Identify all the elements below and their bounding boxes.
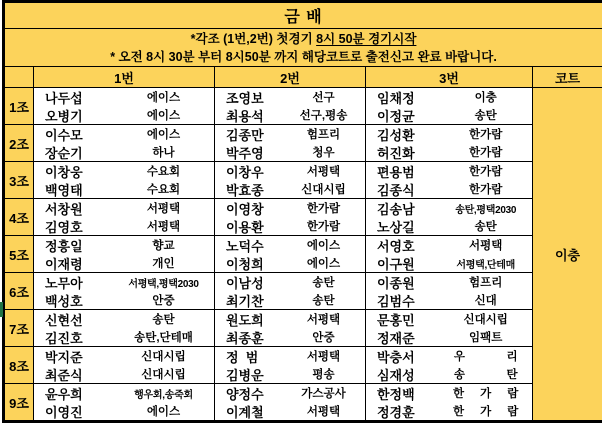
group-row [4,273,602,310]
group-row [4,199,602,236]
player-name: 박충서 [366,347,443,366]
note1-underlined: 8시 50분 경기시작 [316,32,416,46]
group-row [4,347,602,384]
player-row [366,402,532,420]
group-label-cell[interactable] [4,125,34,162]
header-row [4,67,602,88]
player-name: 최준식 [34,365,117,384]
player-name: 김송남 [366,199,443,218]
player-name: 윤우희 [34,384,117,403]
player-row [34,125,214,143]
player-row [366,143,532,161]
group-no2-cell[interactable] [215,88,366,125]
group-label: 1조 [9,100,29,115]
player-club: 에이스 [117,403,214,419]
player-row [215,328,365,346]
player-name: 김병운 [215,365,286,384]
player-name: 이정균 [366,106,443,125]
player-row [366,180,532,198]
player-row [366,310,532,328]
player-club: 한가람 [443,163,532,179]
player-name: 이영창 [215,199,286,218]
player-row [366,384,532,402]
player-club: 가스공사 [286,385,365,401]
player-name: 노무아 [34,273,117,292]
player-row [215,254,365,272]
group-no3-cell[interactable] [366,162,533,199]
player-club: 송탄 [117,311,214,327]
player-club: 한가람 [443,126,532,142]
player-row [34,273,214,291]
player-name: 정흥일 [34,236,117,255]
player-name: 최용석 [215,106,286,125]
player-club: 에이스 [117,126,214,142]
player-club: 서평택 [286,311,365,327]
note2-text: * 오전 8시 30분 부터 8시50분 까지 해당코트로 출전신고 완료 바랍니다. [110,50,497,64]
player-row [366,291,532,309]
group-label: 5조 [9,248,29,263]
group-label: 6조 [9,285,29,300]
player-row [215,365,365,383]
group-label: 3조 [9,174,29,189]
player-name: 이계철 [215,402,286,421]
player-row [215,180,365,198]
player-row [215,291,365,309]
player-name: 허진화 [366,143,443,162]
player-name: 김성환 [366,125,443,144]
player-name: 이재령 [34,254,117,273]
player-name: 정 범 [215,347,286,366]
group-no1-cell[interactable] [34,88,215,125]
player-row [366,236,532,254]
player-name: 임채정 [366,88,443,107]
group-no1-cell[interactable] [34,236,215,273]
player-row [366,347,532,365]
player-name: 백영태 [34,180,117,199]
player-row [215,162,365,180]
group-no2-cell[interactable] [215,273,366,310]
player-club: 서평택 [286,163,365,179]
header-group [4,67,34,88]
player-row [215,88,365,106]
group-label-cell[interactable] [4,162,34,199]
player-name: 김영호 [34,217,117,236]
group-no1-cell[interactable] [34,125,215,162]
player-row [366,162,532,180]
player-club: 선구 [286,89,365,105]
player-row [34,180,214,198]
player-name: 원도희 [215,310,286,329]
player-club: 안중 [117,292,214,308]
player-club: 서평택 [117,218,214,234]
group-no2-cell[interactable] [215,236,366,273]
player-club: 에이스 [286,237,365,253]
group-no3-cell[interactable] [366,347,533,384]
player-name: 신현선 [34,310,117,329]
player-row [34,106,214,124]
player-club: 에이스 [117,107,214,123]
player-name: 김진호 [34,328,117,347]
group-no2-cell[interactable] [215,125,366,162]
player-row [34,291,214,309]
player-name: 이종원 [366,273,443,292]
player-club: 송탄 [443,107,532,123]
page-title [4,2,602,29]
player-name: 서영호 [366,236,443,255]
player-club: 한가람 [286,200,365,216]
header-no1: 1번 [34,67,215,88]
player-club: 한가람 [286,218,365,234]
group-label: 8조 [9,359,29,374]
player-club: 평송 [286,366,365,382]
player-row [366,328,532,346]
player-club: 서평택 [117,200,214,216]
group-row [4,310,602,347]
group-label-cell[interactable] [4,199,34,236]
player-name: 노덕수 [215,236,286,255]
group-no3-cell[interactable] [366,236,533,273]
court-cell[interactable] [533,88,602,422]
group-no2-cell[interactable] [215,347,366,384]
group-no3-cell[interactable] [366,88,533,125]
tournament-table [2,0,602,423]
player-name: 최기찬 [215,291,286,310]
player-club: 송탄 [286,292,365,308]
player-club: 송탄 [443,218,532,234]
player-name: 이수모 [34,125,117,144]
player-club: 서평택,평택2030 [117,275,214,290]
player-club: 개인 [117,255,214,271]
player-name: 양정수 [215,384,286,403]
player-row [34,384,214,402]
group-label: 4조 [9,211,29,226]
header-no2: 2번 [215,67,366,88]
player-name: 백성호 [34,291,117,310]
player-name: 한정백 [366,384,443,403]
player-club: 한가람 [443,144,532,160]
player-row [215,402,365,420]
player-row [34,236,214,254]
player-row [366,217,532,235]
player-row [215,384,365,402]
player-club: 에이스 [117,89,214,105]
player-row [34,199,214,217]
group-no2-cell[interactable] [215,199,366,236]
player-name: 김종만 [215,125,286,144]
player-name: 이구원 [366,254,443,273]
player-row [366,273,532,291]
player-club: 신대시립 [117,348,214,364]
player-row [34,365,214,383]
player-name: 이청희 [215,254,286,273]
header-no3: 3번 [366,67,533,88]
player-row [34,217,214,235]
player-name: 편용범 [366,162,443,181]
player-row [366,106,532,124]
player-name: 나두섭 [34,88,117,107]
player-row [34,254,214,272]
player-club: 신대 [443,292,532,308]
player-row [215,217,365,235]
player-club: 우 리 [443,348,532,364]
player-row [215,273,365,291]
group-label-cell[interactable] [4,88,34,125]
player-name: 박효종 [215,180,286,199]
player-club: 이충 [443,89,532,105]
group-label: 2조 [9,137,29,152]
player-row [366,199,532,217]
player-row [366,365,532,383]
note-line-1 [5,30,602,48]
group-no1-cell[interactable] [34,347,215,384]
note1-prefix: *각조 (1번,2번) 첫경기 [191,32,317,46]
player-club: 한 가 람 [443,403,532,419]
header-court: 코트 [533,67,602,88]
player-name: 이창웅 [34,162,117,181]
player-row [215,199,365,217]
group-no1-cell[interactable] [34,162,215,199]
player-club: 한 가 람 [443,385,532,401]
player-name: 노상길 [366,217,443,236]
player-row [215,310,365,328]
player-row [366,88,532,106]
player-name: 박주영 [215,143,286,162]
player-name: 박지준 [34,347,117,366]
player-club: 송탄,평택2030 [443,201,532,216]
group-row [4,236,602,273]
group-row [4,88,602,125]
player-club: 수요회 [117,181,214,197]
player-club: 행우회,송죽회 [117,386,214,401]
player-row [34,328,214,346]
player-club: 서평택 [286,403,365,419]
player-club: 험프리 [443,274,532,290]
player-name: 김범수 [366,291,443,310]
group-label-cell[interactable] [4,236,34,273]
title-text: 금 배 [284,9,322,26]
player-row [366,254,532,272]
player-club: 신대시립 [443,311,532,327]
player-row [34,310,214,328]
player-row [34,88,214,106]
player-club: 하나 [117,144,214,160]
group-row [4,125,602,162]
player-row [215,125,365,143]
group-no2-cell[interactable] [215,162,366,199]
player-name: 이영진 [34,402,117,421]
player-name: 정경훈 [366,402,443,421]
player-name: 김종식 [366,180,443,199]
player-club: 에이스 [286,255,365,271]
player-name: 이용환 [215,217,286,236]
player-row [215,106,365,124]
player-club: 임팩트 [443,329,532,345]
group-no1-cell[interactable] [34,199,215,236]
group-label-cell[interactable] [4,273,34,310]
player-club: 신대시립 [286,181,365,197]
group-no3-cell[interactable] [366,125,533,162]
player-row [34,162,214,180]
group-no2-cell[interactable] [215,310,366,347]
player-row [34,143,214,161]
player-name: 문홍민 [366,310,443,329]
group-label: 7조 [9,322,29,337]
group-no3-cell[interactable] [366,199,533,236]
player-name: 최종훈 [215,328,286,347]
player-name: 장순기 [34,143,117,162]
player-club: 서평택 [286,348,365,364]
selection-marker [0,302,3,317]
player-row [215,236,365,254]
player-name: 이창우 [215,162,286,181]
player-row [34,347,214,365]
group-row [4,162,602,199]
group-no1-cell[interactable] [34,310,215,347]
player-name: 심재성 [366,365,443,384]
group-label: 9조 [9,396,29,411]
player-name: 오병기 [34,106,117,125]
player-row [34,402,214,420]
player-club: 송탄,단테매 [117,329,214,345]
groups-body [4,88,602,422]
group-no1-cell[interactable] [34,273,215,310]
player-club: 송탄 [286,274,365,290]
player-name: 서창원 [34,199,117,218]
player-club: 선구,평송 [286,107,365,123]
court-value: 이충 [555,248,580,263]
player-row [366,125,532,143]
player-club: 한가람 [443,181,532,197]
player-name: 조영보 [215,88,286,107]
player-club: 향교 [117,237,214,253]
group-no3-cell[interactable] [366,310,533,347]
group-label-cell[interactable] [4,347,34,384]
note-line-2 [5,48,602,66]
player-club: 안중 [286,329,365,345]
player-club: 서평택 [443,237,532,253]
player-name: 이남성 [215,273,286,292]
player-club: 수요회 [117,163,214,179]
player-club: 험프리 [286,126,365,142]
player-club: 신대시립 [117,366,214,382]
notes-cell [4,29,602,67]
player-row [215,347,365,365]
group-label-cell[interactable] [4,310,34,347]
player-club: 서평택,단테매 [443,256,532,271]
player-row [215,143,365,161]
player-club: 송 탄 [443,366,532,382]
player-club: 청우 [286,144,365,160]
player-name: 정재준 [366,328,443,347]
group-no3-cell[interactable] [366,273,533,310]
